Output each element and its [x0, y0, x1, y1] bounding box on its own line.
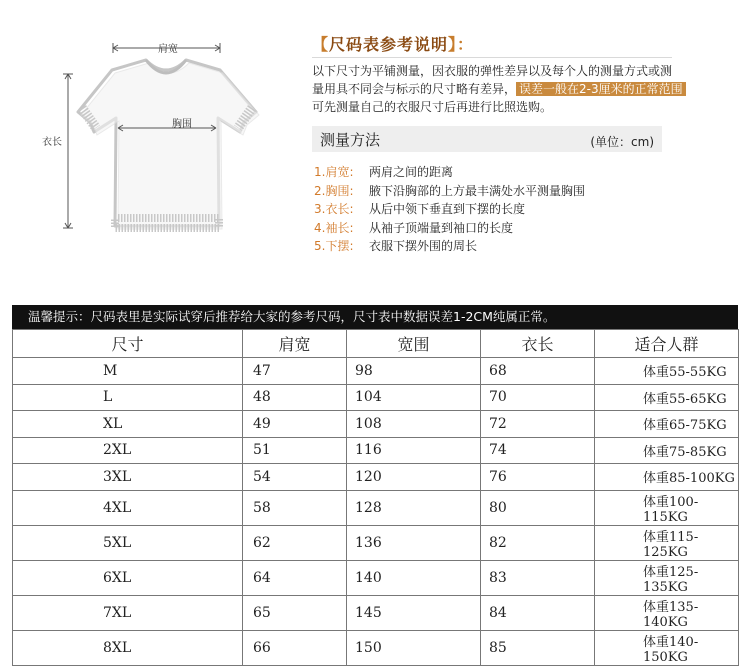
intro-line-1: 以下尺寸为平铺测量，因衣服的弹性差异以及每个人的测量方式或测: [312, 64, 673, 78]
method-key: 3.衣长:: [314, 202, 354, 216]
cell-size: 7XL: [13, 595, 243, 630]
measurement-method-list: [314, 163, 585, 256]
title-text: 尺码表参考说明: [329, 35, 449, 54]
cell-length: 80: [481, 490, 595, 525]
table-header-row: [13, 330, 739, 358]
length-label: 衣长: [42, 137, 62, 148]
cell-size: XL: [13, 411, 243, 438]
cell-width: 145: [347, 595, 481, 630]
method-item-chest: [314, 182, 585, 201]
error-range-highlight: 误差一般在2-3厘米的正常范围: [516, 82, 686, 96]
cell-size: 5XL: [13, 525, 243, 560]
title-open-bracket: 【: [312, 35, 330, 54]
cell-width: 120: [347, 464, 481, 491]
cell-weight: 体重140-150KG: [595, 630, 739, 665]
cell-weight: 体重125-135KG: [595, 560, 739, 595]
cell-weight: 体重65-75KG: [595, 411, 739, 438]
cell-shoulder: 47: [243, 358, 347, 385]
size-chart-title: [312, 32, 474, 55]
header-size: 尺寸: [13, 330, 243, 358]
method-item-shoulder: [314, 163, 585, 182]
cell-size: 4XL: [13, 490, 243, 525]
cell-length: 68: [481, 358, 595, 385]
header-shoulder: 肩宽: [243, 330, 347, 358]
cell-size: 6XL: [13, 560, 243, 595]
method-key: 1.肩宽:: [314, 165, 354, 179]
cell-width: 136: [347, 525, 481, 560]
cell-shoulder: 51: [243, 437, 347, 464]
intro-line-2: [312, 80, 712, 98]
cell-weight: 体重55-65KG: [595, 384, 739, 411]
cell-length: 85: [481, 630, 595, 665]
cell-width: 140: [347, 560, 481, 595]
cell-shoulder: 65: [243, 595, 347, 630]
tshirt-diagram: [0, 0, 300, 290]
method-desc: 两肩之间的距离: [369, 165, 454, 179]
method-item-length: [314, 200, 585, 219]
cell-shoulder: 49: [243, 411, 347, 438]
cell-length: 82: [481, 525, 595, 560]
cell-shoulder: 66: [243, 630, 347, 665]
table-row: [13, 437, 739, 464]
cell-length: 76: [481, 464, 595, 491]
cell-length: 72: [481, 411, 595, 438]
method-desc: 衣服下摆外围的周长: [369, 239, 478, 253]
cell-weight: 体重75-85KG: [595, 437, 739, 464]
cell-length: 83: [481, 560, 595, 595]
method-key: 2.胸围:: [314, 183, 354, 198]
cell-shoulder: 48: [243, 384, 347, 411]
cell-weight: 体重100-115KG: [595, 490, 739, 525]
cell-shoulder: 64: [243, 560, 347, 595]
cell-width: 108: [347, 411, 481, 438]
cell-width: 116: [347, 437, 481, 464]
cell-size: M: [13, 358, 243, 385]
cell-weight: 体重115-125KG: [595, 525, 739, 560]
cell-width: 104: [347, 384, 481, 411]
intro-line-3: 可先测量自己的衣服尺寸后再进行比照选购。: [312, 100, 553, 114]
title-close-bracket: 】: [448, 35, 458, 54]
cell-weight: 体重135-140KG: [595, 595, 739, 630]
cell-width: 98: [347, 358, 481, 385]
method-desc: 从袖子顶端量到袖口的长度: [369, 220, 514, 235]
cell-width: 128: [347, 490, 481, 525]
tip-bar: 温馨提示：尺码表里是实际试穿后推荐给大家的参考尺码，尺寸表中数据误差1-2CM纯属正常。: [12, 305, 738, 329]
table-row: [13, 595, 739, 630]
method-item-hem: [314, 237, 585, 256]
cell-size: 3XL: [13, 464, 243, 491]
method-item-sleeve: [314, 219, 585, 238]
title-divider: [312, 57, 672, 58]
table-row: [13, 358, 739, 385]
method-title: 测量方法: [320, 131, 381, 149]
shoulder-width-label: 肩宽: [158, 44, 178, 55]
intro-paragraph: [312, 62, 712, 116]
cell-size: 8XL: [13, 630, 243, 665]
header-length: 衣长: [481, 330, 595, 358]
cell-weight: 体重55-55KG: [595, 358, 739, 385]
header-width: 宽围: [347, 330, 481, 358]
unit-label: (单位：cm): [590, 135, 654, 149]
intro-line-2-text: 量用具不同会与标示的尺寸略有差异，: [312, 82, 517, 96]
table-row: [13, 560, 739, 595]
title-colon: ：: [457, 35, 475, 54]
table-row: [13, 384, 739, 411]
table-row: [13, 630, 739, 665]
method-key: 4.袖长:: [314, 220, 354, 235]
table-row: [13, 464, 739, 491]
method-key: 5.下摆:: [314, 239, 354, 253]
cell-size: L: [13, 384, 243, 411]
method-desc: 从后中领下垂直到下摆的长度: [369, 202, 526, 216]
method-desc: 腋下沿胸部的上方最丰满处水平测量胸围: [369, 183, 586, 198]
cell-length: 74: [481, 437, 595, 464]
cell-shoulder: 54: [243, 464, 347, 491]
measurement-method-bar: [312, 126, 662, 152]
size-table: [12, 329, 739, 666]
table-row: [13, 490, 739, 525]
table-row: [13, 411, 739, 438]
table-row: [13, 525, 739, 560]
cell-size: 2XL: [13, 437, 243, 464]
cell-length: 84: [481, 595, 595, 630]
header-suitable: 适合人群: [595, 330, 739, 358]
cell-width: 150: [347, 630, 481, 665]
chest-label: 胸围: [172, 119, 192, 130]
cell-shoulder: 62: [243, 525, 347, 560]
cell-shoulder: 58: [243, 490, 347, 525]
cell-weight: 体重85-100KG: [595, 464, 739, 491]
cell-length: 70: [481, 384, 595, 411]
